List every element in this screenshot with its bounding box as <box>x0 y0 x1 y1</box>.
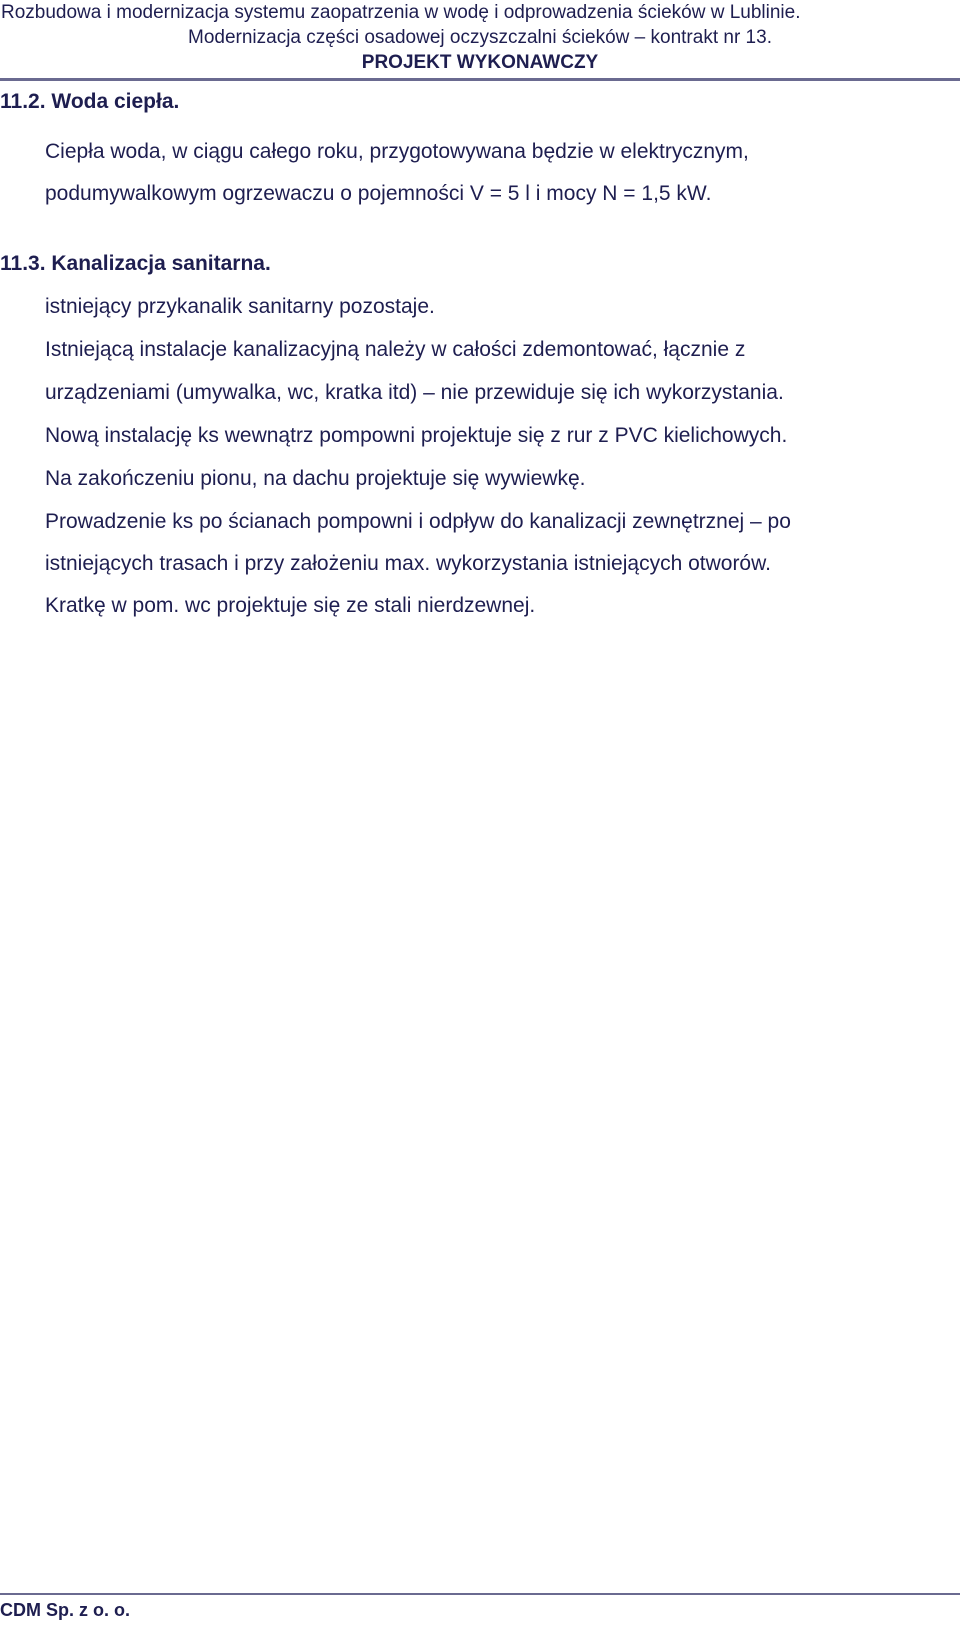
paragraph-line: Ciepła woda, w ciągu całego roku, przygotowywana będzie w elektrycznym, <box>45 140 749 163</box>
paragraph-line: Nową instalację ks wewnątrz pompowni projektuje się z rur z PVC kielichowych. <box>45 424 788 447</box>
footer-divider <box>0 1593 960 1595</box>
paragraph-line: podumywalkowym ogrzewaczu o pojemności V = 5 l i mocy N = 1,5 kW. <box>45 182 712 205</box>
paragraph-line: Na zakończeniu pionu, na dachu projektuje się wywiewkę. <box>45 467 586 490</box>
section-heading-sanitary-sewage: 11.3. Kanalizacja sanitarna. <box>0 252 271 275</box>
paragraph-line: Istniejącą instalacje kanalizacyjną należy w całości zdemontować, łącznie z <box>45 338 746 361</box>
header-divider <box>0 78 960 81</box>
paragraph-line: urządzeniami (umywalka, wc, kratka itd) – nie przewiduje się ich wykorzystania. <box>45 381 784 404</box>
paragraph-line: istniejących trasach i przy założeniu max. wykorzystania istniejących otworów. <box>45 552 771 575</box>
footer-company: CDM Sp. z o. o. <box>0 1600 130 1620</box>
paragraph-line: istniejący przykanalik sanitarny pozostaje. <box>45 295 435 318</box>
header-design-stage: PROJEKT WYKONAWCZY <box>361 52 599 73</box>
paragraph-line: Prowadzenie ks po ścianach pompowni i odpływ do kanalizacji zewnętrznej – po <box>45 510 791 533</box>
header-project-title: Rozbudowa i modernizacja systemu zaopatrzenia w wodę i odprowadzenia ścieków w Lublinie. <box>1 2 801 23</box>
page-header <box>0 0 960 75</box>
header-contract: Modernizacja części osadowej oczyszczalni ścieków – kontrakt nr 13. <box>188 27 772 48</box>
paragraph-line: Kratkę w pom. wc projektuje się ze stali nierdzewnej. <box>45 594 536 617</box>
section-heading-hot-water: 11.2. Woda ciepła. <box>0 90 180 113</box>
